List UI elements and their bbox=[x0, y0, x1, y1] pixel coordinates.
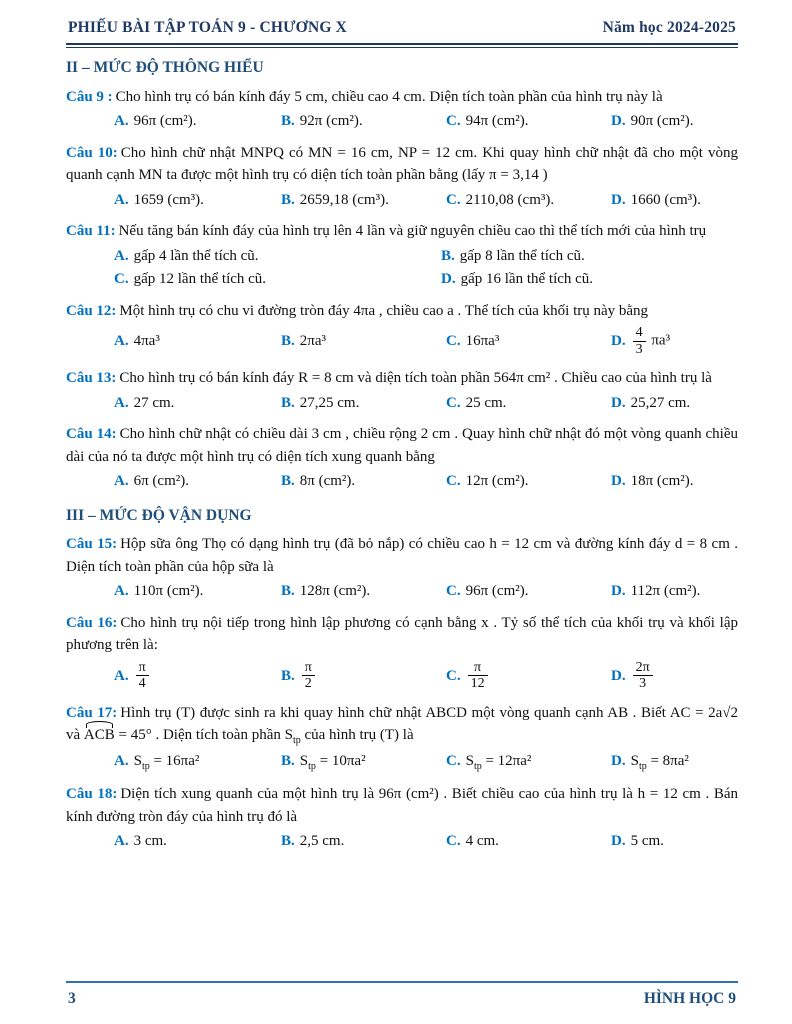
question-12 bbox=[66, 300, 738, 361]
option-d bbox=[441, 268, 738, 291]
option-letter: C. bbox=[446, 667, 461, 684]
option-letter: B. bbox=[281, 667, 295, 684]
question-15 bbox=[66, 533, 738, 605]
option-value: 5 cm. bbox=[630, 833, 664, 850]
option-b bbox=[281, 659, 446, 693]
option-c bbox=[446, 392, 611, 415]
question-18 bbox=[66, 783, 738, 855]
option-letter: A. bbox=[114, 332, 129, 349]
option-value: 96π (cm²). bbox=[465, 583, 529, 600]
option-c bbox=[114, 268, 441, 291]
option-letter: A. bbox=[114, 394, 129, 411]
option-d bbox=[611, 470, 738, 493]
option-value: gấp 12 lần thể tích cũ. bbox=[133, 271, 267, 287]
option-a bbox=[114, 189, 281, 212]
option-b bbox=[281, 392, 446, 415]
option-a bbox=[114, 245, 441, 268]
question-text bbox=[66, 423, 738, 468]
option-letter: D. bbox=[611, 583, 626, 600]
option-value: 18π (cm²). bbox=[630, 473, 694, 490]
header-title: PHIẾU BÀI TẬP TOÁN 9 - CHƯƠNG X bbox=[68, 19, 348, 36]
option-letter: D. bbox=[611, 753, 626, 770]
question-body: Nếu tăng bán kính đáy của hình trụ lên 4 lần và giữ nguyên chiều cao thì thể tích mới của hình trụ bbox=[118, 223, 707, 239]
question-label: Câu 14: bbox=[66, 426, 117, 443]
option-b bbox=[281, 830, 446, 853]
question-body: Cho hình trụ có bán kính đáy R = 8 cm và diện tích toàn phần 564π cm² . Chiều cao của hình trụ là bbox=[119, 370, 712, 387]
option-value: 90π (cm²). bbox=[630, 113, 694, 129]
option-value: 1660 (cm³). bbox=[630, 191, 701, 208]
option-d bbox=[611, 580, 738, 603]
option-c bbox=[446, 470, 611, 493]
option-letter: C. bbox=[446, 583, 461, 600]
option-value: 2110,08 (cm³). bbox=[465, 191, 555, 208]
question-text bbox=[66, 220, 738, 243]
option-letter: A. bbox=[114, 113, 129, 129]
option-letter: A. bbox=[114, 247, 129, 264]
option-letter: D. bbox=[611, 332, 626, 349]
option-value: 8π (cm²). bbox=[299, 473, 356, 490]
option-letter: D. bbox=[611, 191, 626, 208]
question-text bbox=[66, 702, 738, 749]
question-body: Cho hình trụ có bán kính đáy 5 cm, chiều cao 4 cm. Diện tích toàn phần của hình trụ này là bbox=[115, 88, 663, 105]
page-number: 3 bbox=[68, 989, 76, 1007]
option-letter: C. bbox=[446, 332, 461, 349]
option-value: 2πa³ bbox=[299, 332, 326, 349]
question-text bbox=[66, 300, 738, 323]
option-value: $\frac{\pi}{2}$ bbox=[300, 659, 317, 693]
option-letter: B. bbox=[281, 473, 295, 490]
option-a bbox=[114, 330, 281, 353]
question-label: Câu 15: bbox=[66, 536, 118, 553]
option-letter: B. bbox=[281, 833, 295, 850]
question-label: Câu 13: bbox=[66, 370, 117, 387]
options-row bbox=[66, 324, 738, 358]
option-letter: A. bbox=[114, 833, 129, 850]
option-letter: B. bbox=[281, 113, 295, 129]
option-d bbox=[611, 324, 738, 358]
question-text bbox=[66, 86, 738, 109]
option-letter: A. bbox=[114, 583, 129, 600]
option-value: gấp 16 lần thể tích cũ. bbox=[460, 271, 594, 287]
option-letter: B. bbox=[441, 247, 455, 264]
option-value: 94π (cm²). bbox=[465, 113, 529, 129]
option-letter: D. bbox=[611, 113, 626, 129]
question-text bbox=[66, 533, 738, 578]
option-b bbox=[281, 110, 446, 133]
question-9 bbox=[66, 86, 738, 135]
option-b bbox=[281, 750, 446, 774]
question-label: Câu 9 : bbox=[66, 88, 113, 105]
question-16 bbox=[66, 612, 738, 695]
option-c bbox=[446, 830, 611, 853]
option-d bbox=[611, 392, 738, 415]
option-d bbox=[611, 750, 738, 774]
option-value: gấp 4 lần thể tích cũ. bbox=[133, 247, 259, 264]
footer-title: HÌNH HỌC 9 bbox=[643, 989, 736, 1007]
option-value: $S_{tp} = 12\pi a^2$ bbox=[465, 753, 532, 773]
question-label: Câu 18: bbox=[66, 786, 118, 803]
option-b bbox=[281, 189, 446, 212]
option-value: $S_{tp} = 8\pi a^2$ bbox=[630, 753, 689, 773]
option-value: $\frac{\pi}{4}$ bbox=[134, 659, 151, 693]
question-label: Câu 12: bbox=[66, 302, 117, 319]
option-value: 6π (cm²). bbox=[133, 473, 189, 490]
question-body: Cho hình chữ nhật MNPQ có MN = 16 cm, NP = 12 cm. Khi quay hình chữ nhật đã cho một vòng quanh cạnh MN ta được một hình trụ có diện tích toàn phần bằng (lấy π = 3,14 ) bbox=[66, 144, 739, 183]
option-letter: A. bbox=[114, 473, 129, 490]
option-value: 27,25 cm. bbox=[299, 394, 360, 411]
question-14 bbox=[66, 423, 738, 495]
option-letter: D. bbox=[441, 271, 456, 287]
option-value: 12π (cm²). bbox=[465, 473, 529, 490]
options-row bbox=[66, 750, 738, 774]
option-c bbox=[446, 580, 611, 603]
option-a bbox=[114, 580, 281, 603]
question-label: Câu 10: bbox=[66, 144, 118, 161]
question-13 bbox=[66, 367, 738, 416]
option-letter: C. bbox=[114, 271, 129, 287]
option-letter: C. bbox=[446, 753, 461, 770]
option-b bbox=[281, 330, 446, 353]
option-value: 2,5 cm. bbox=[299, 833, 345, 850]
question-10 bbox=[66, 142, 738, 214]
option-value: 2659,18 (cm³). bbox=[299, 191, 389, 208]
option-d bbox=[611, 189, 738, 212]
option-c bbox=[446, 659, 611, 693]
option-value: gấp 8 lần thể tích cũ. bbox=[459, 247, 585, 264]
option-a bbox=[114, 750, 281, 774]
option-value: 128π (cm²). bbox=[299, 583, 371, 600]
section-heading-3: III – MỨC ĐỘ VẬN DỤNG bbox=[66, 506, 252, 524]
question-body: Một hình trụ có chu vi đường tròn đáy 4πa , chiều cao a . Thể tích của khối trụ này bằng bbox=[119, 302, 649, 319]
option-b bbox=[441, 245, 738, 268]
option-c bbox=[446, 189, 611, 212]
option-value: 112π (cm²). bbox=[630, 583, 701, 600]
option-c bbox=[446, 330, 611, 353]
option-c bbox=[446, 110, 611, 133]
option-value: 1659 (cm³). bbox=[133, 191, 204, 208]
option-value: 25,27 cm. bbox=[630, 394, 691, 411]
option-letter: B. bbox=[281, 191, 295, 208]
option-a bbox=[114, 110, 281, 133]
option-b bbox=[281, 580, 446, 603]
question-body: Hộp sữa ông Thọ có dạng hình trụ (đã bỏ nắp) có chiều cao h = 12 cm và đường kính đáy d = 8 cm . Diện tích toàn phần của hộp sữa là bbox=[66, 536, 739, 575]
option-a bbox=[114, 470, 281, 493]
option-b bbox=[281, 470, 446, 493]
section-heading-2: II – MỨC ĐỘ THÔNG HIỂU bbox=[66, 59, 264, 77]
question-body: Diện tích xung quanh của một hình trụ là 96π (cm²) . Biết chiều cao của hình trụ là h = 12 cm . Bán kính đường tròn đáy của hình trụ đó là bbox=[66, 786, 739, 825]
option-letter: A. bbox=[114, 753, 129, 770]
option-letter: D. bbox=[611, 667, 626, 684]
question-label: Câu 17: bbox=[66, 704, 118, 721]
option-letter: C. bbox=[446, 833, 461, 850]
option-letter: C. bbox=[446, 113, 461, 129]
option-value: 27 cm. bbox=[133, 394, 175, 411]
question-11 bbox=[66, 220, 738, 293]
options-row bbox=[66, 110, 738, 133]
option-value: $\frac{\pi}{12}$ bbox=[466, 659, 490, 693]
option-letter: C. bbox=[446, 394, 461, 411]
option-letter: B. bbox=[281, 394, 295, 411]
option-d bbox=[611, 110, 738, 133]
option-d bbox=[611, 659, 738, 693]
option-letter: B. bbox=[281, 332, 295, 349]
header-school-year: Năm học 2024-2025 bbox=[602, 19, 736, 36]
option-d bbox=[611, 830, 738, 853]
option-letter: D. bbox=[611, 394, 626, 411]
option-a bbox=[114, 830, 281, 853]
question-label: Câu 11: bbox=[66, 223, 116, 239]
options-row bbox=[66, 580, 738, 603]
option-letter: B. bbox=[281, 583, 295, 600]
options-grid bbox=[66, 245, 738, 291]
question-body: Cho hình trụ nội tiếp trong hình lập phương có cạnh bằng x . Tỷ số thể tích của khối trụ và khối lập phương trên là: bbox=[66, 614, 738, 654]
option-value: $\frac{4}{3}$ πa³ bbox=[631, 324, 670, 358]
options-row bbox=[66, 392, 738, 415]
options-row bbox=[66, 830, 738, 853]
option-value: 16πa³ bbox=[465, 332, 500, 349]
option-value: $\frac{2\pi}{3}$ bbox=[631, 659, 655, 693]
option-a bbox=[114, 392, 281, 415]
option-a bbox=[114, 659, 281, 693]
option-value: $S_{tp} = 16\pi a^2$ bbox=[133, 753, 200, 773]
option-letter: D. bbox=[611, 473, 626, 490]
option-letter: A. bbox=[114, 191, 129, 208]
option-value: 4 cm. bbox=[465, 833, 499, 850]
option-value: 110π (cm²). bbox=[133, 583, 204, 600]
option-value: 96π (cm²). bbox=[133, 113, 197, 129]
page-footer bbox=[66, 981, 738, 1010]
option-letter: C. bbox=[446, 473, 461, 490]
page-header bbox=[66, 14, 738, 43]
question-17 bbox=[66, 702, 738, 777]
option-letter: C. bbox=[446, 191, 461, 208]
option-letter: B. bbox=[281, 753, 295, 770]
question-label: Câu 16: bbox=[66, 614, 118, 631]
option-letter: A. bbox=[114, 667, 129, 684]
question-text bbox=[66, 142, 738, 187]
option-value: 92π (cm²). bbox=[299, 113, 363, 129]
question-text bbox=[66, 367, 738, 390]
question-body: Cho hình chữ nhật có chiều dài 3 cm , chiều rộng 2 cm . Quay hình chữ nhật đó một vòng quanh chiều dài của nó ta được một hình trụ có diện tích xung quanh bằng bbox=[66, 426, 738, 465]
option-value: $S_{tp} = 10\pi a^2$ bbox=[299, 753, 366, 773]
option-letter: D. bbox=[611, 833, 626, 850]
option-value: 25 cm. bbox=[465, 394, 507, 411]
question-body: Hình trụ (T) được sinh ra khi quay hình chữ nhật ABCD một vòng quanh cạnh AB . Biết AC = 2a√2 và ACB = 45° . Diện tích toàn phần $S_{tp}$ của hình trụ (T) là bbox=[66, 704, 738, 747]
footer-rule bbox=[66, 981, 738, 983]
option-value: 4πa³ bbox=[133, 332, 160, 349]
options-row bbox=[66, 189, 738, 212]
question-text bbox=[66, 783, 738, 828]
option-value: 3 cm. bbox=[133, 833, 167, 850]
options-row bbox=[66, 470, 738, 493]
option-c bbox=[446, 750, 611, 774]
header-rule bbox=[66, 43, 738, 48]
question-text bbox=[66, 612, 738, 657]
options-row bbox=[66, 659, 738, 693]
